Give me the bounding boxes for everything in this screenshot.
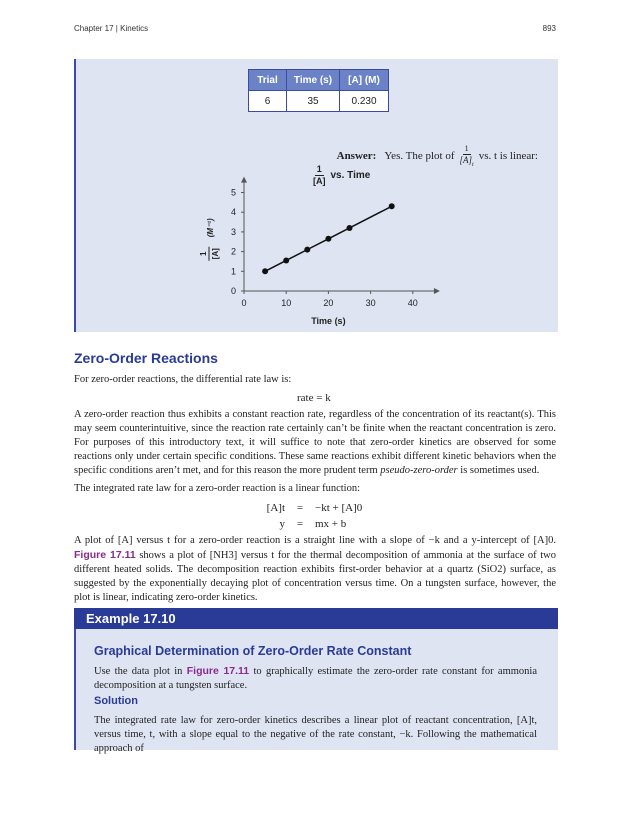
y-tick-label: 4 xyxy=(230,207,236,218)
table-cell-conc: 0.230 xyxy=(340,91,389,112)
equation-row-2 xyxy=(240,516,395,532)
y-axis-label xyxy=(199,218,220,261)
paragraph-zero-order-italic: pseudo-zero-order xyxy=(380,465,458,476)
data-point xyxy=(283,257,289,263)
answer-fraction xyxy=(460,145,474,168)
data-table xyxy=(248,69,389,112)
table-row xyxy=(249,91,389,112)
x-tick-label: 40 xyxy=(407,298,418,308)
x-axis-label: Time (s) xyxy=(311,316,346,326)
rate-equation: rate = k xyxy=(297,392,331,404)
y-axis-arrow xyxy=(241,177,247,183)
paragraph-zero-order-end: is sometimes used. xyxy=(460,465,540,476)
x-tick-label: 10 xyxy=(281,298,292,308)
example-problem-a: Use the data plot in xyxy=(94,666,183,677)
answer-text-after: vs. t is linear: xyxy=(478,150,538,163)
eq2-equals: = xyxy=(296,518,304,530)
answer-label: Answer: xyxy=(336,150,377,163)
answer-frac-den-text: [A] xyxy=(459,155,473,165)
example-problem xyxy=(94,664,537,693)
answer-frac-num: 1 xyxy=(464,144,469,153)
example-title: Graphical Determination of Zero-Order Rate Constant xyxy=(94,644,412,658)
paragraph-zero-order xyxy=(74,408,556,478)
plot-description-a: A plot of [A] versus t for a zero-order reaction is a straight line with a slope of −k and a y-intercept of [A]0. xyxy=(74,535,556,546)
data-point xyxy=(389,203,395,209)
y-tick-label: 3 xyxy=(230,226,236,237)
table-header-conc: [A] (M) xyxy=(340,70,389,91)
chart-title-frac-den: [A] xyxy=(313,176,326,186)
x-tick-label: 20 xyxy=(323,298,334,308)
page-header xyxy=(74,24,556,38)
chapter-title: Chapter 17 | Kinetics xyxy=(74,24,149,33)
page-number: 893 xyxy=(542,24,556,33)
paragraph-intro: For zero-order reactions, the differential rate law is: xyxy=(74,374,292,385)
y-tick-label: 2 xyxy=(230,246,236,257)
answer-text-before: Yes. The plot of xyxy=(384,150,455,163)
y-label-num: 1 xyxy=(199,251,208,257)
y-tick-label: 0 xyxy=(230,286,236,296)
paragraph-integrated: The integrated rate law for a zero-order reaction is a linear function: xyxy=(74,483,360,494)
data-point xyxy=(325,236,331,242)
x-tick-label: 30 xyxy=(365,298,376,308)
solution-text: The integrated rate law for zero-order kinetics describes a linear plot of reactant concentration, [A]t, versus time, t, with a slope equal to the negative of the rate constant, −k. Following the mathematical approach of xyxy=(94,715,537,754)
eq1-left: [A]t xyxy=(266,502,285,514)
chart-title-suffix: vs. Time xyxy=(330,170,371,181)
table-header-time: Time (s) xyxy=(287,70,340,91)
eq2-right: mx + b xyxy=(315,518,347,530)
data-point xyxy=(304,247,310,253)
paragraph-zero-order-text: A zero-order reaction thus exhibits a constant reaction rate, regardless of the concentration of its reactant(s). This may seem counterintuitive, since the reaction rate certainly can’t be finite when the reactant concentration is zero. For purposes of this introductory text, it will suffice to note that zero-order kinetics are observed for some reactions only under certain specific conditions. These same reactions exhibit different kinetic behaviors when the specific conditions aren’t met, and for this reason the more prudent term xyxy=(74,409,556,476)
x-tick-label: 0 xyxy=(241,298,247,308)
figure-link[interactable]: Figure 17.11 xyxy=(74,549,136,561)
eq2-left: y xyxy=(279,518,285,530)
data-point xyxy=(347,225,353,231)
answer-box xyxy=(74,59,558,332)
table-cell-trial: 6 xyxy=(249,91,287,112)
line-chart xyxy=(194,169,444,329)
section-title: Zero-Order Reactions xyxy=(74,350,218,366)
plot-description-b: shows a plot of [NH3] versus t for the thermal decomposition of ammonia at the surface of two different heated solids. The decomposition reaction exhibits first-order behavior at a quartz (SiO2) surface, as suggested by the exponentially decaying plot of concentration versus time. On a tungsten surface, however, the plot is linear, indicating zero-order kinetics. xyxy=(74,550,557,603)
paragraph-plot-description xyxy=(74,534,556,605)
answer-frac-den-sub: t xyxy=(472,161,474,168)
solution-heading: Solution xyxy=(94,695,138,707)
table-cell-time: 35 xyxy=(287,91,340,112)
example-header-bar xyxy=(74,608,558,629)
y-tick-label: 5 xyxy=(230,187,236,198)
table-header-row xyxy=(249,70,389,91)
answer-frac-den xyxy=(460,155,474,168)
table-header-trial: Trial xyxy=(249,70,287,91)
eq1-equals: = xyxy=(296,502,304,514)
example-number: Example 17.10 xyxy=(86,611,176,626)
example-problem-b: to graphically estimate the zero-order rate constant for ammonia decomposition at a tungsten surface. xyxy=(94,666,538,691)
y-label-den: [A] xyxy=(211,248,220,260)
x-axis-arrow xyxy=(434,288,440,294)
y-tick-label: 1 xyxy=(230,266,236,277)
y-label-unit: (M⁻¹) xyxy=(206,218,215,238)
equation-row-1 xyxy=(240,500,395,516)
eq1-right: −kt + [A]0 xyxy=(315,502,363,514)
data-point xyxy=(262,268,268,274)
integrated-rate-law-equations xyxy=(240,500,395,532)
chart-title-frac-num: 1 xyxy=(316,164,322,174)
example-figure-link[interactable]: Figure 17.11 xyxy=(186,665,250,677)
